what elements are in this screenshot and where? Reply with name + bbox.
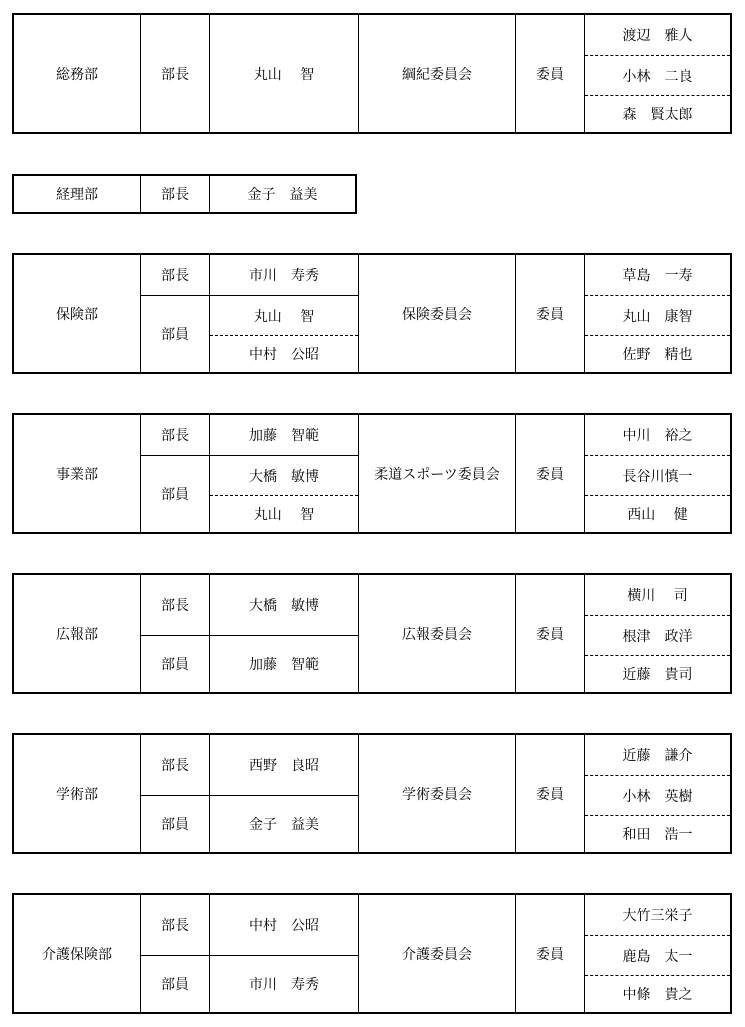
department-name: 事業部 bbox=[56, 466, 98, 483]
committee-member: 小林 二良 bbox=[585, 55, 730, 95]
dept-block-soumu bbox=[12, 13, 732, 134]
person-name: 丸山 智 bbox=[210, 495, 358, 532]
person-name: 市川 寿秀 bbox=[249, 268, 319, 284]
dept-block-hoken bbox=[12, 253, 732, 374]
role-label: 部員 bbox=[141, 795, 209, 852]
department-name: 学術部 bbox=[56, 786, 98, 803]
committee-members bbox=[584, 15, 730, 132]
department-name: 広報部 bbox=[56, 626, 98, 643]
committee-role: 委員 bbox=[515, 895, 584, 1012]
committee-role: 委員 bbox=[515, 575, 584, 692]
role-label: 部長 bbox=[161, 268, 189, 284]
committee-role: 委員 bbox=[515, 15, 584, 132]
committee-members bbox=[584, 415, 730, 532]
committee-member: 西山 健 bbox=[585, 495, 730, 532]
role-label: 部長 bbox=[161, 428, 189, 444]
person-name: 市川 寿秀 bbox=[210, 955, 358, 1012]
person-column bbox=[209, 255, 358, 372]
person-name: 西野 良昭 bbox=[249, 758, 319, 774]
committee-member: 丸山 康智 bbox=[585, 295, 730, 335]
person-name: 大橋 敏博 bbox=[210, 455, 358, 495]
committee-member: 大竹三栄子 bbox=[622, 908, 693, 924]
person-name: 丸山 智 bbox=[209, 15, 358, 132]
committee-member: 近藤 謙介 bbox=[622, 748, 693, 764]
department-name: 介護保険部 bbox=[42, 946, 112, 963]
role-label: 部長 bbox=[140, 15, 209, 132]
committee-role: 委員 bbox=[515, 735, 584, 852]
committee-member: 横川 司 bbox=[627, 588, 688, 604]
person-column bbox=[209, 735, 358, 852]
committee-name: 綱紀委員会 bbox=[358, 15, 515, 132]
role-label: 部長 bbox=[161, 758, 189, 774]
person-column bbox=[209, 895, 358, 1012]
person-name: 金子 益美 bbox=[209, 176, 355, 212]
dept-block-jigyou bbox=[12, 413, 732, 534]
committee-name: 広報委員会 bbox=[358, 575, 515, 692]
committee-name: 学術委員会 bbox=[358, 735, 515, 852]
role-label: 部員 bbox=[141, 295, 209, 372]
department-name: 総務部 bbox=[56, 66, 98, 83]
role-label: 部長 bbox=[140, 176, 209, 212]
committee-members bbox=[584, 255, 730, 372]
committee-members bbox=[584, 895, 730, 1012]
role-label: 部員 bbox=[141, 455, 209, 532]
committee-member: 和田 浩一 bbox=[585, 815, 730, 852]
role-label: 部員 bbox=[141, 955, 209, 1012]
person-name: 加藤 智範 bbox=[249, 428, 319, 444]
department-name: 保険部 bbox=[56, 306, 98, 323]
person-name: 丸山 智 bbox=[210, 295, 358, 335]
committee-member: 近藤 貴司 bbox=[585, 655, 730, 692]
person-name: 中村 公昭 bbox=[210, 335, 358, 372]
committee-role: 委員 bbox=[515, 255, 584, 372]
person-name: 加藤 智範 bbox=[210, 635, 358, 692]
committee-member: 佐野 精也 bbox=[585, 335, 730, 372]
committee-name: 保険委員会 bbox=[358, 255, 515, 372]
dept-block-keiri bbox=[12, 174, 357, 214]
committee-member: 中川 裕之 bbox=[622, 428, 693, 444]
role-column bbox=[140, 895, 209, 1012]
person-column bbox=[209, 415, 358, 532]
committee-member: 根津 政洋 bbox=[585, 615, 730, 655]
committee-member: 鹿島 太一 bbox=[585, 935, 730, 975]
committee-member: 小林 英樹 bbox=[585, 775, 730, 815]
dept-block-kaigo-hoken bbox=[12, 893, 732, 1014]
dept-block-gakujutsu bbox=[12, 733, 732, 854]
committee-member: 中條 貴之 bbox=[585, 975, 730, 1012]
role-column bbox=[140, 415, 209, 532]
person-column bbox=[209, 575, 358, 692]
person-name: 中村 公昭 bbox=[249, 918, 319, 934]
dept-block-kouhou bbox=[12, 573, 732, 694]
role-label: 部長 bbox=[161, 918, 189, 934]
role-column bbox=[140, 255, 209, 372]
committee-name: 柔道スポーツ委員会 bbox=[358, 415, 515, 532]
role-column bbox=[140, 735, 209, 852]
person-name: 金子 益美 bbox=[210, 795, 358, 852]
committee-name: 介護委員会 bbox=[358, 895, 515, 1012]
committee-role: 委員 bbox=[515, 415, 584, 532]
committee-member: 草島 一寿 bbox=[622, 268, 693, 284]
department-name: 経理部 bbox=[56, 187, 98, 203]
role-column bbox=[140, 575, 209, 692]
committee-members bbox=[584, 575, 730, 692]
committee-members bbox=[584, 735, 730, 852]
role-label: 部長 bbox=[161, 598, 189, 614]
role-label: 部員 bbox=[141, 635, 209, 692]
person-name: 大橋 敏博 bbox=[249, 598, 319, 614]
committee-member: 渡辺 雅人 bbox=[622, 28, 693, 44]
committee-member: 長谷川慎一 bbox=[585, 455, 730, 495]
committee-member: 森 賢太郎 bbox=[585, 95, 730, 132]
